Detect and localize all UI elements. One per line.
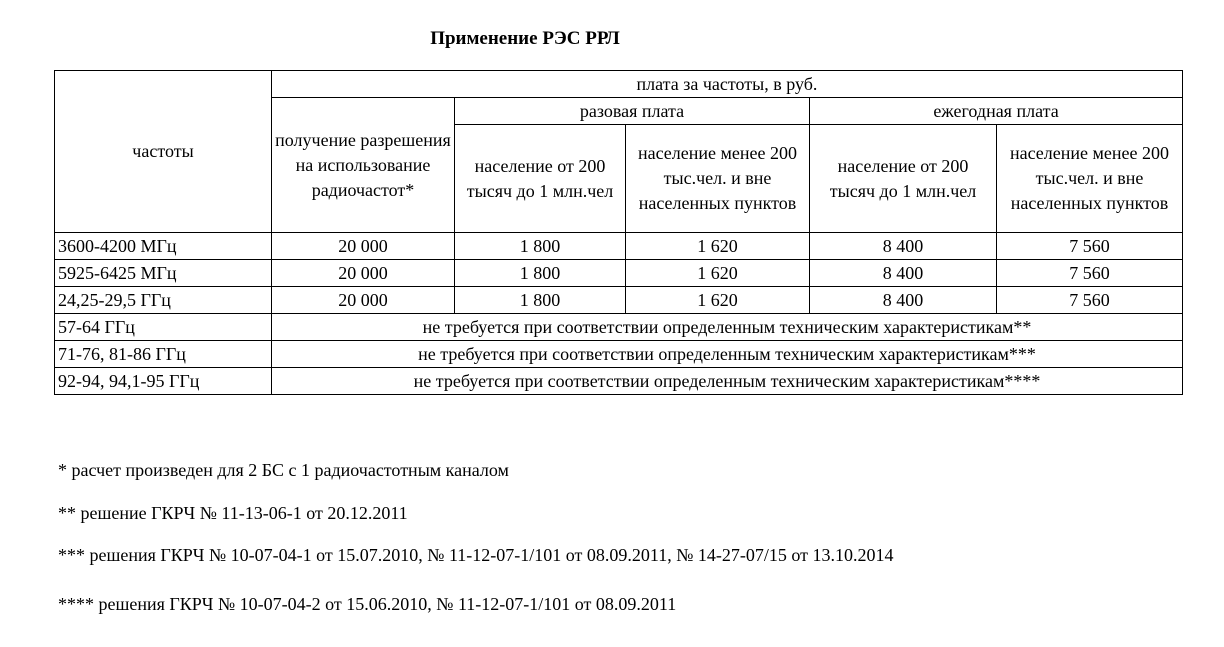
table-row	[55, 341, 1183, 368]
cell-frequency: 57-64 ГГц	[55, 314, 272, 341]
header-fee-group: плата за частоты, в руб.	[272, 71, 1183, 98]
header-pop-less-200k-annual: население менее 200 тыс.чел. и вне населенных пунктов	[997, 125, 1183, 233]
cell-annual-200k: 8 400	[810, 260, 997, 287]
header-frequencies: частоты	[55, 71, 272, 233]
cell-not-required: не требуется при соответствии определенным техническим характеристикам**	[272, 314, 1183, 341]
cell-one-time-200k: 1 800	[455, 287, 626, 314]
cell-annual-less: 7 560	[997, 260, 1183, 287]
cell-one-time-200k: 1 800	[455, 233, 626, 260]
footnote: **** решения ГКРЧ № 10-07-04-2 от 15.06.2010, № 11-12-07-1/101 от 08.09.2011	[58, 594, 677, 614]
cell-permit: 20 000	[272, 260, 455, 287]
cell-annual-less: 7 560	[997, 233, 1183, 260]
table-row	[55, 368, 1183, 395]
table-row	[55, 233, 1183, 260]
cell-permit: 20 000	[272, 287, 455, 314]
table-row	[55, 287, 1183, 314]
table-row	[55, 260, 1183, 287]
header-pop-200k-1m-annual: население от 200 тысяч до 1 млн.чел	[810, 125, 997, 233]
header-annual: ежегодная плата	[810, 98, 1183, 125]
cell-annual-200k: 8 400	[810, 287, 997, 314]
header-pop-200k-1m: население от 200 тысяч до 1 млн.чел	[455, 125, 626, 233]
cell-frequency: 5925-6425 МГц	[55, 260, 272, 287]
cell-one-time-less: 1 620	[626, 287, 810, 314]
header-permit: получение разрешения на использование радиочастот*	[272, 98, 455, 233]
header-pop-less-200k: население менее 200 тыс.чел. и вне населенных пунктов	[626, 125, 810, 233]
footnote: * расчет произведен для 2 БС с 1 радиочастотным каналом	[58, 460, 509, 480]
footnote: ** решение ГКРЧ № 11-13-06-1 от 20.12.2011	[58, 503, 408, 523]
cell-annual-200k: 8 400	[810, 233, 997, 260]
cell-not-required: не требуется при соответствии определенным техническим характеристикам***	[272, 341, 1183, 368]
cell-one-time-200k: 1 800	[455, 260, 626, 287]
cell-frequency: 24,25-29,5 ГГц	[55, 287, 272, 314]
cell-one-time-less: 1 620	[626, 260, 810, 287]
cell-one-time-less: 1 620	[626, 233, 810, 260]
cell-not-required: не требуется при соответствии определенным техническим характеристикам****	[272, 368, 1183, 395]
fees-table	[54, 70, 1183, 395]
page-title: Применение РЭС РРЛ	[430, 28, 620, 49]
cell-frequency: 92-94, 94,1-95 ГГц	[55, 368, 272, 395]
table-row	[55, 314, 1183, 341]
header-one-time: разовая плата	[455, 98, 810, 125]
cell-frequency: 3600-4200 МГц	[55, 233, 272, 260]
cell-permit: 20 000	[272, 233, 455, 260]
cell-annual-less: 7 560	[997, 287, 1183, 314]
cell-frequency: 71-76, 81-86 ГГц	[55, 341, 272, 368]
footnote: *** решения ГКРЧ № 10-07-04-1 от 15.07.2010, № 11-12-07-1/101 от 08.09.2011, № 14-27-07/15 от 13.10.2014	[58, 545, 894, 565]
